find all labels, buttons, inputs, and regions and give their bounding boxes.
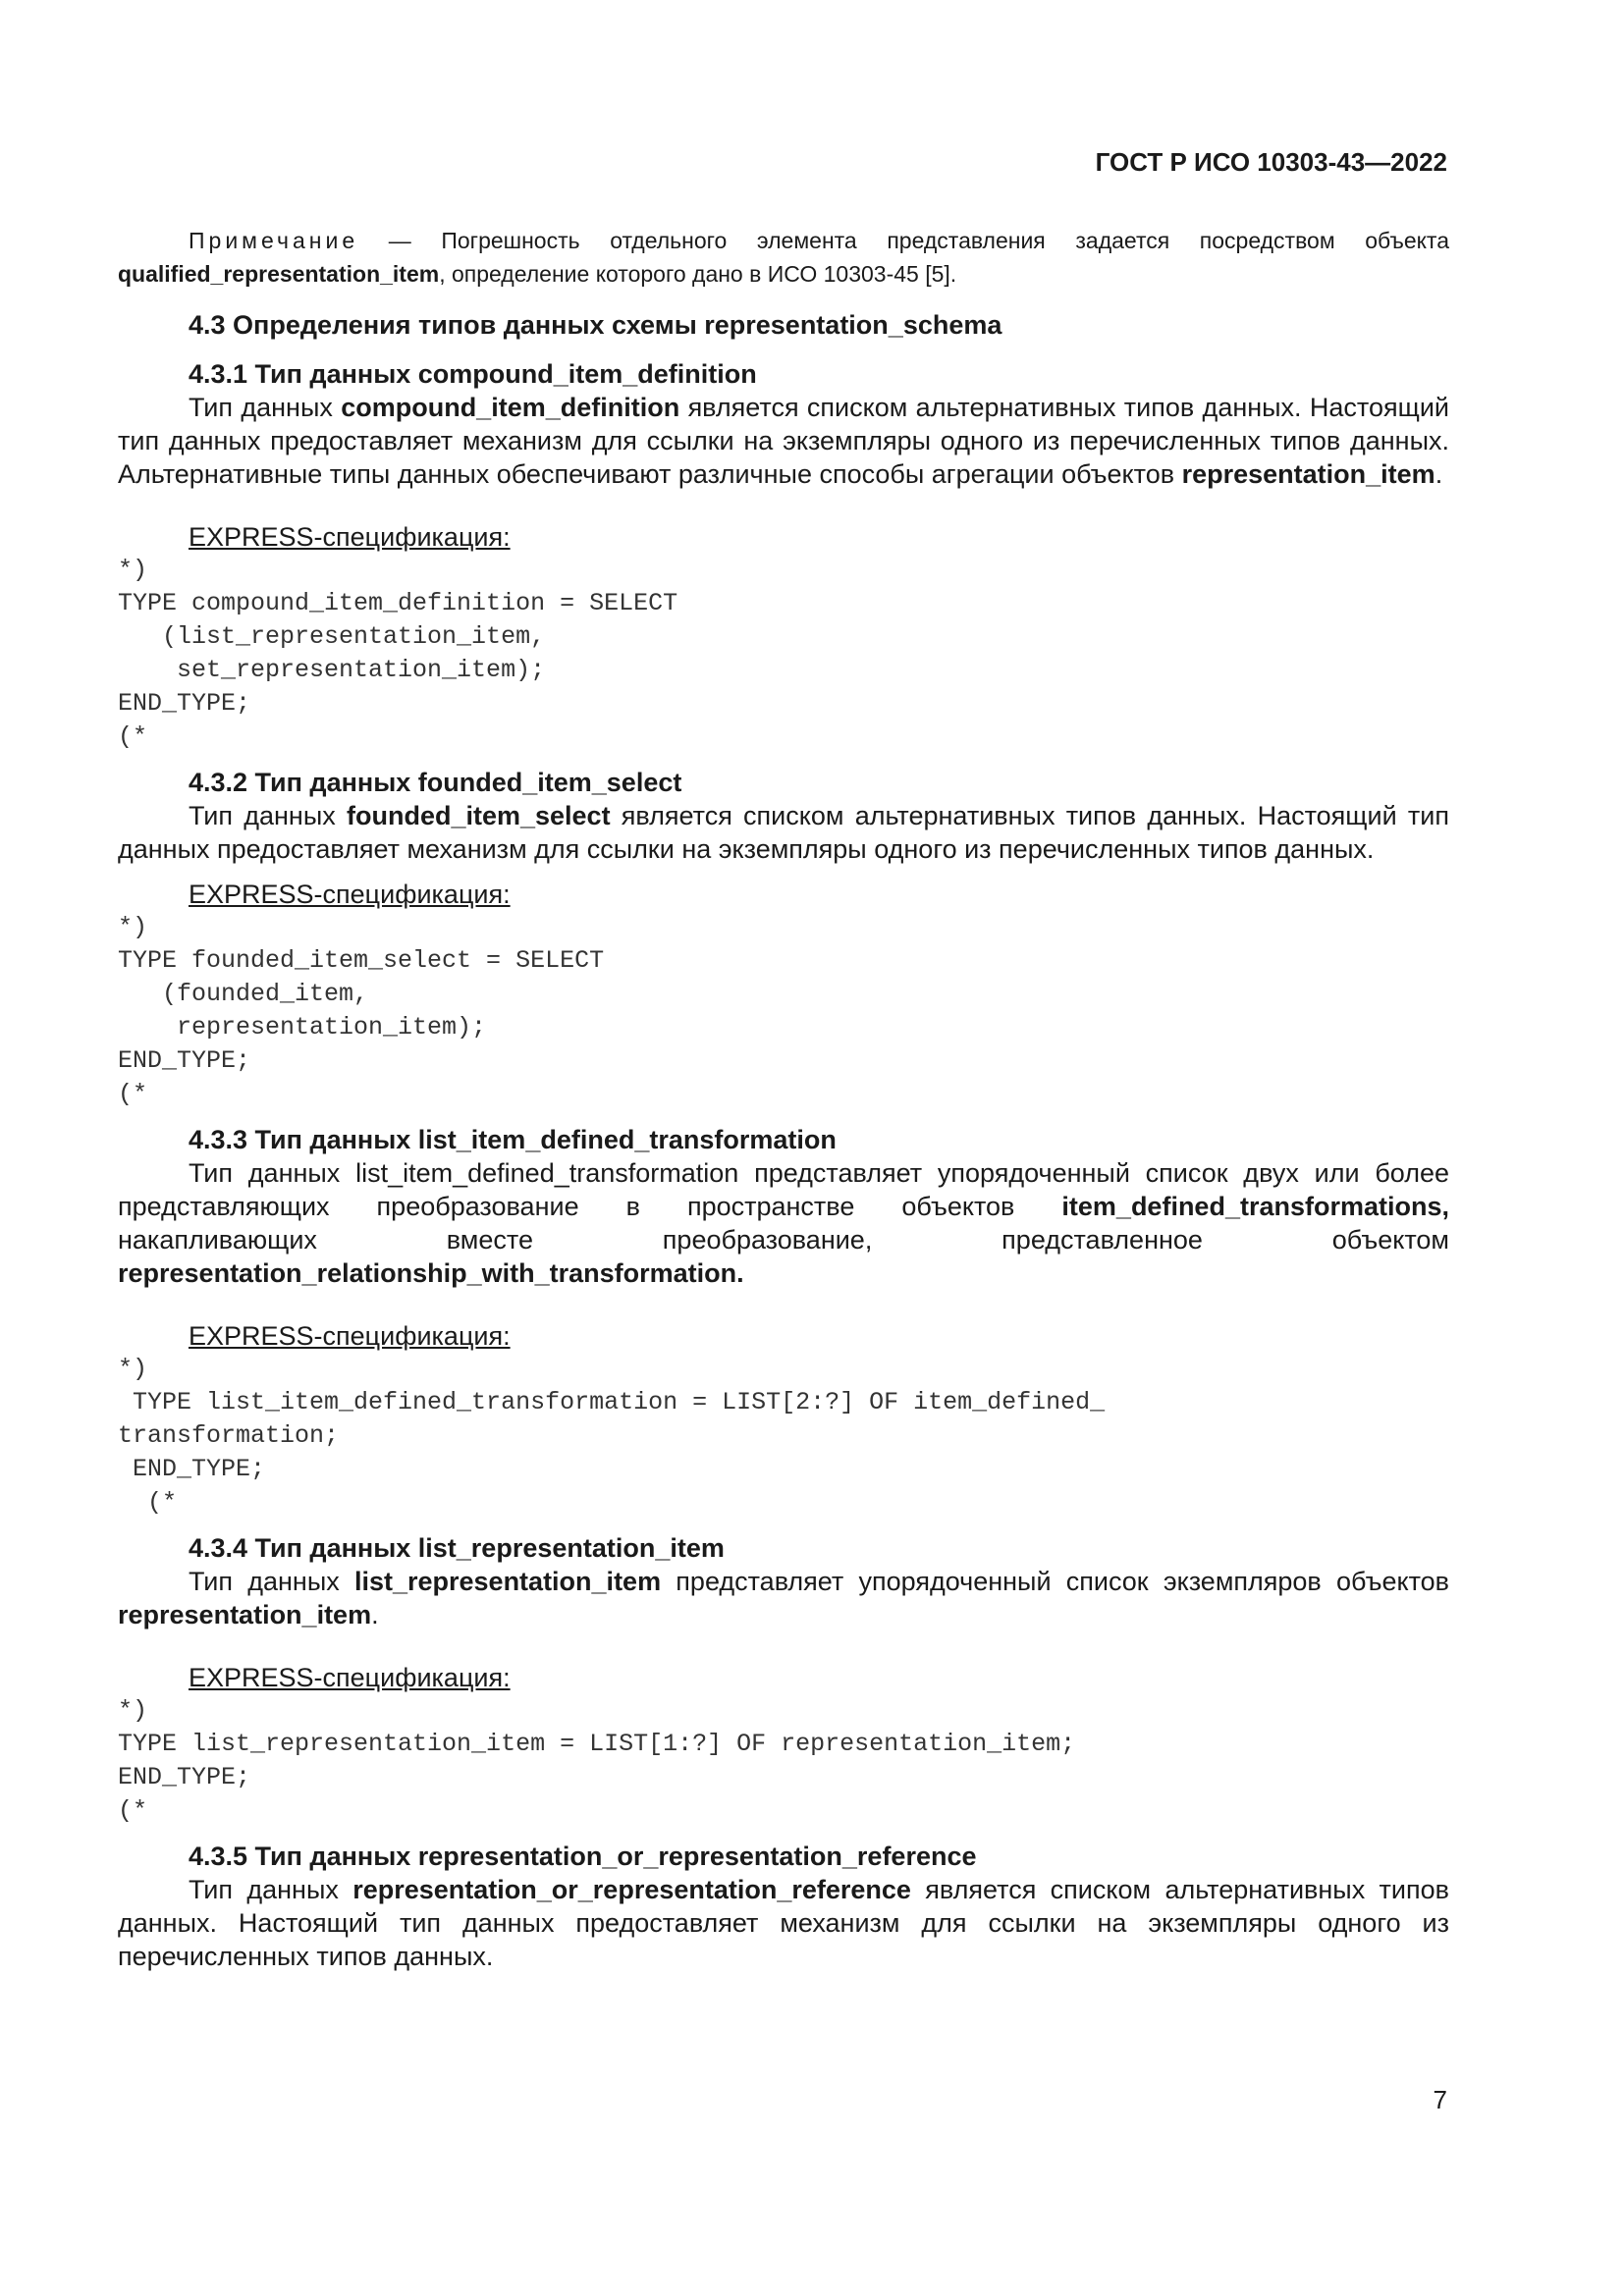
term: item_defined_transformations, [1061,1192,1449,1221]
subsection-title: 4.3.4 Тип данных list_representation_item [189,1533,725,1563]
note-text-end: , определение которого дано в ИСО 10303-45 [5]. [439,261,957,287]
subsection-title: 4.3.3 Тип данных list_item_defined_transformation [189,1125,837,1154]
term: representation_relationship_with_transformation. [118,1258,744,1288]
note-term: qualified_representation_item [118,261,440,287]
express-code: *) TYPE compound_item_definition = SELECT (list_representation_item, set_representation_item); END_TYPE; (* [118,556,678,751]
express-label: EXPRESS-спецификация: [189,1321,511,1351]
term: founded_item_select [346,801,611,830]
paragraph: Тип данных list_representation_item представляет упорядоченный список экземпляров объектов representation_item. [118,1567,1449,1629]
term: compound_item_definition [341,393,680,422]
paragraph: Тип данных founded_item_select является списком альтернативных типов данных. Настоящий тип данных предоставляет механизм для ссылки на экземпляры одного из перечисленных типов данных. [118,801,1449,864]
note-label: Примечание [189,228,359,253]
term: list_representation_item [353,1567,662,1596]
note [118,224,1449,291]
subsection-title: 4.3.1 Тип данных compound_item_definition [189,359,757,389]
express-code: *) TYPE list_representation_item = LIST[1:?] OF representation_item; END_TYPE; (* [118,1696,1076,1825]
page-body [118,224,1449,1973]
express-code: *) TYPE founded_item_select = SELECT (founded_item, representation_item); END_TYPE; (* [118,913,605,1108]
page-number: 7 [1433,2085,1447,2114]
term: representation_item [118,1600,372,1629]
express-label: EXPRESS-спецификация: [189,522,511,552]
express-label: EXPRESS-спецификация: [189,1663,511,1692]
subsection-title: 4.3.2 Тип данных founded_item_select [189,768,682,797]
note-text: — Погрешность отдельного элемента представления задается посредством объекта [358,228,1449,253]
term: representation_or_representation_reference [352,1875,911,1904]
paragraph: Тип данных list_item_defined_transformation представляет упорядоченный список двух или более представляющих преобразование в пространстве объектов item_defined_transformations, накапливающих вместе преобразование, представленное объектом representation_relationship_with_transformation. [118,1158,1449,1288]
section-title: 4.3 Определения типов данных схемы representation_schema [189,310,1002,340]
subsection-title: 4.3.5 Тип данных representation_or_representation_reference [189,1842,977,1871]
document-header: ГОСТ Р ИСО 10303-43—2022 [1095,147,1447,177]
express-code: *) TYPE list_item_defined_transformation = LIST[2:?] OF item_defined_ transformation; END_TYPE; (* [118,1355,1106,1517]
paragraph: Тип данных representation_or_representation_reference является списком альтернативных типов данных. Настоящий тип данных предоставляет механизм для ссылки на экземпляры одного из перечисленных типов данных. [118,1875,1449,1971]
paragraph: Тип данных compound_item_definition является списком альтернативных типов данных. Настоящий тип данных предоставляет механизм для ссылки на экземпляры одного из перечисленных типов данных. Альтернативные типы данных обеспечивают различные способы агрегации объектов representation_item. [118,393,1449,489]
term: representation_item [1181,459,1435,489]
express-label: EXPRESS-спецификация: [189,880,511,909]
